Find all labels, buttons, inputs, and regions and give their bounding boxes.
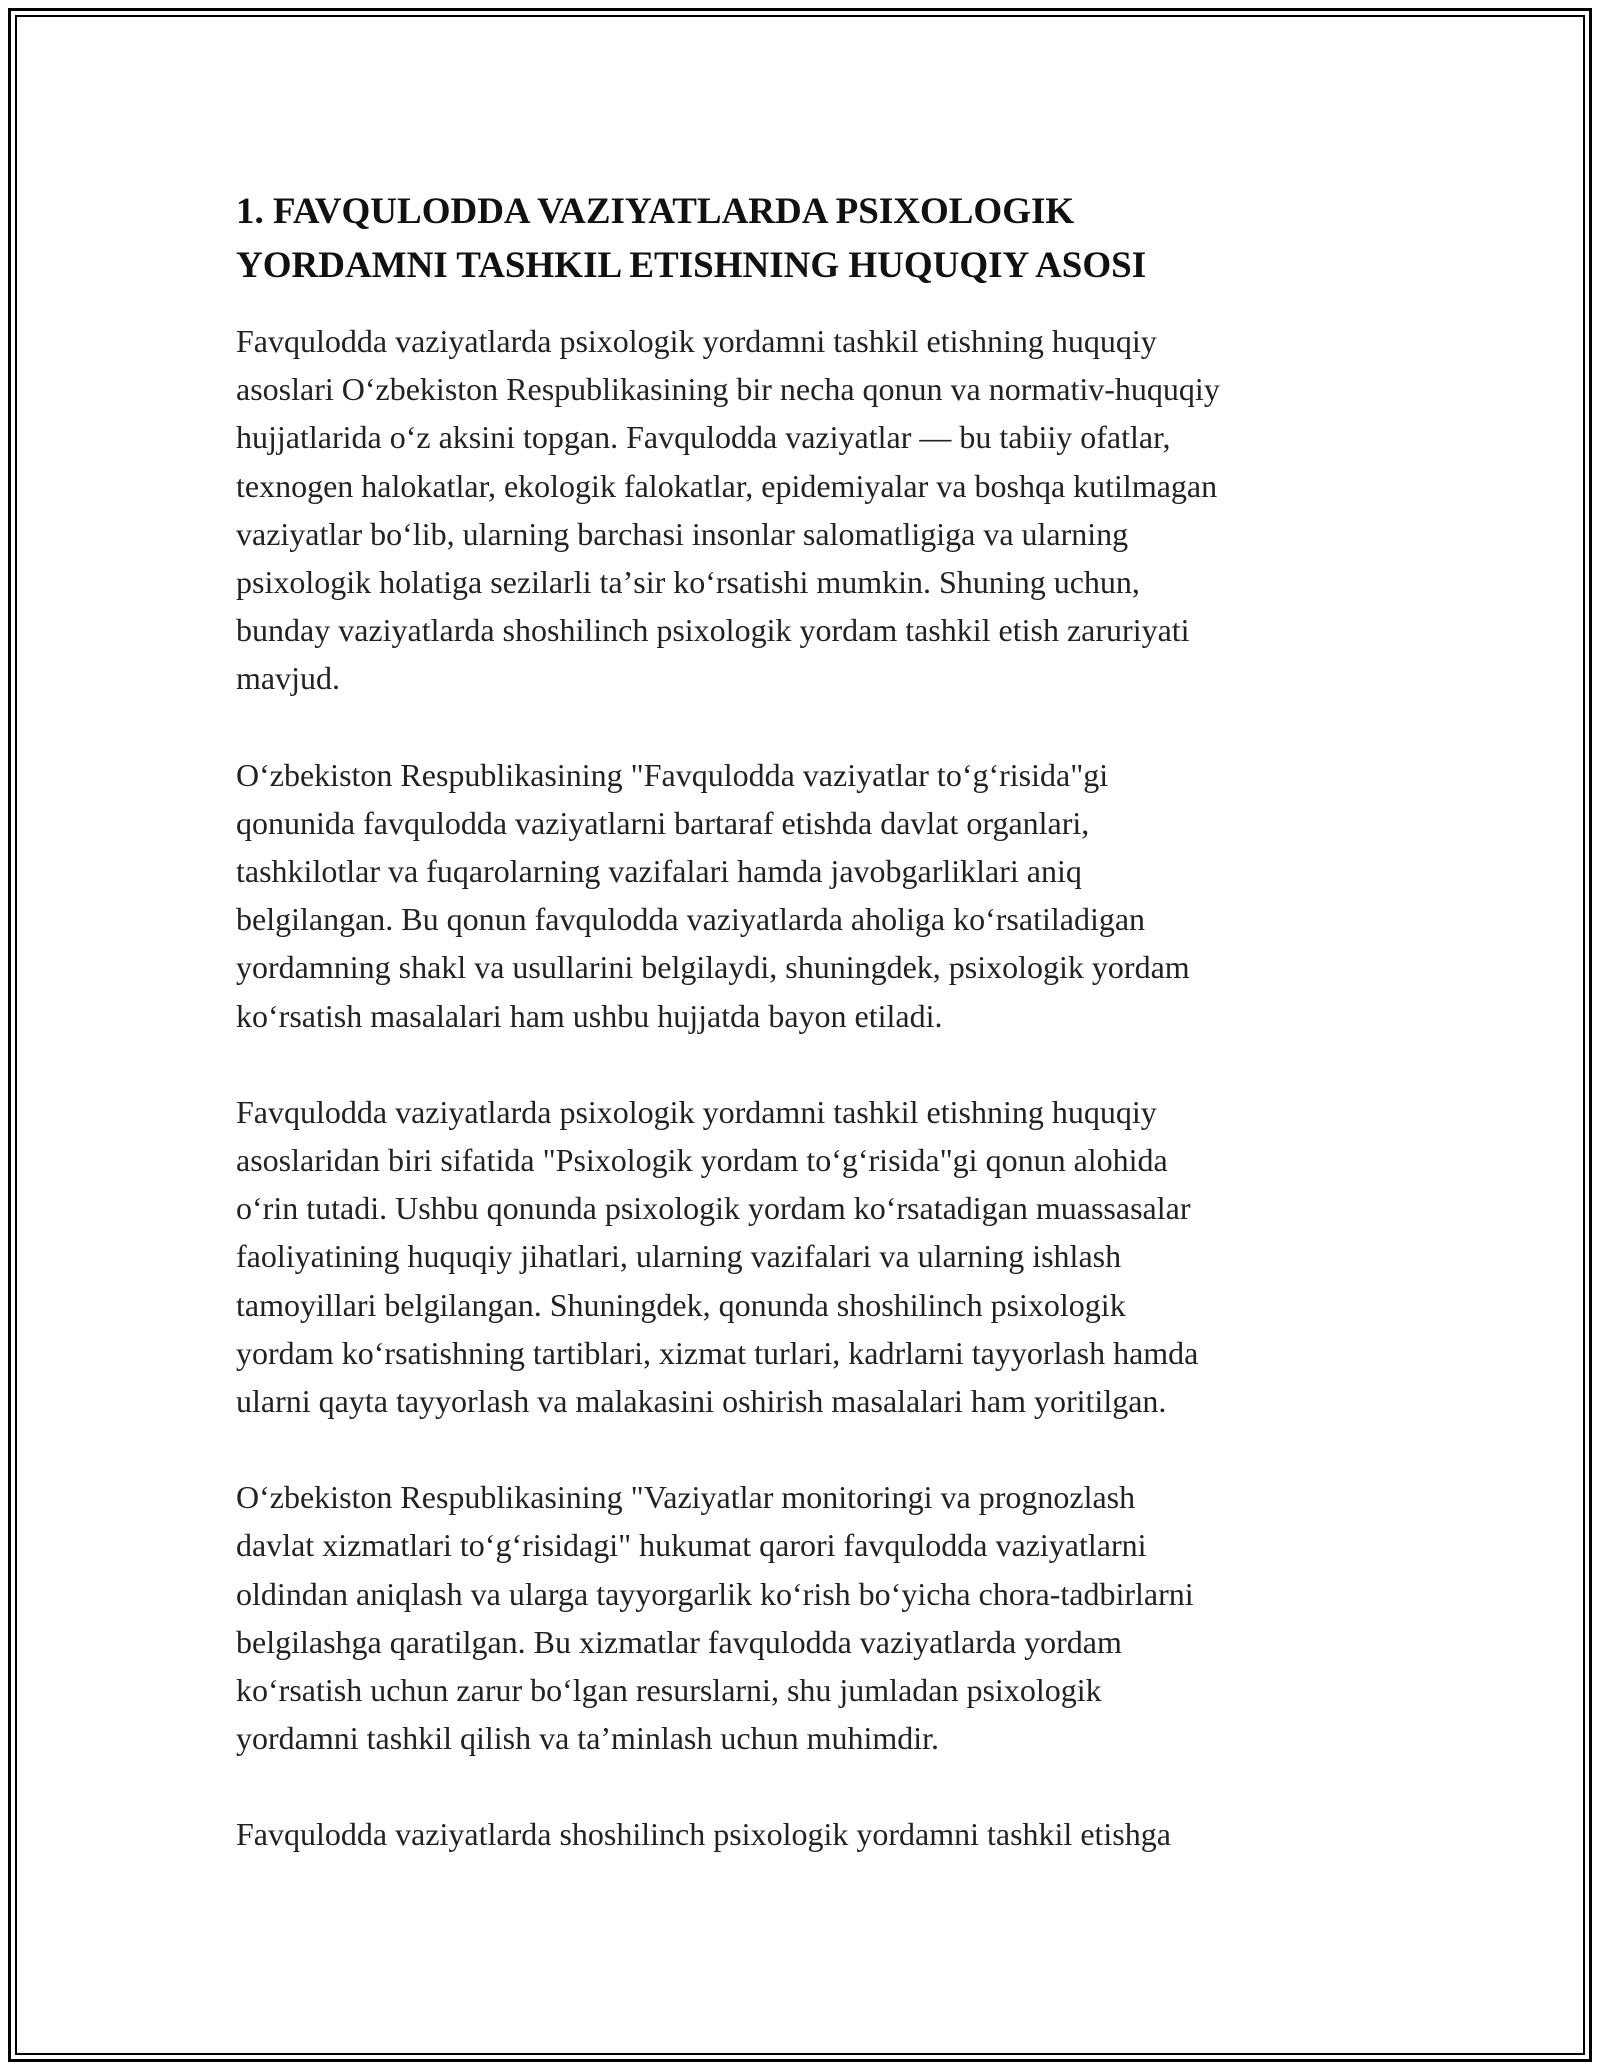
document-title: 1. FAVQULODDA VAZIYATLARDA PSIXOLOGIK YORDAMNI TASHKIL ETISHNING HUQUQIY ASOSI [236,191,1147,286]
paragraph-5: Favqulodda vaziyatlarda shoshilinch psixologik yordamni tashkil etishga [236,1816,1171,1853]
paragraph-1: Favqulodda vaziyatlarda psixologik yordamni tashkil etishning huquqiy asoslari Oʻzbekiston Respublikasining bir necha qonun va normativ-huquqiy hujjatlarida oʻz aksini topgan. Favqulodda vaziyatlar — bu tabiiy ofatlar, texnogen halokatlar, ekologik falokatlar, epidemiyalar va boshqa kutilmagan vaziyatlar boʻlib, ularning barchasi insonlar salomatligiga va ularning psixologik holatiga sezilarli taʼsir koʻrsatishi mumkin. Shuning uchun, bunday vaziyatlarda shoshilinch psixologik yordam tashkil etish zaruriyati mavjud. [236,323,1220,697]
document-body [236,185,1372,1907]
paragraph-4: Oʻzbekiston Respublikasining "Vaziyatlar monitoringi va prognozlash davlat xizmatlari toʻgʻrisidagi" hukumat qarori favqulodda vaziyatlarni oldindan aniqlash va ularga tayyorgarlik koʻrish boʻyicha chora-tadbirlarni belgilashga qaratilgan. Bu xizmatlar favqulodda vaziyatlarda yordam koʻrsatish uchun zarur boʻlgan resurslarni, shu jumladan psixologik yordamni tashkil qilish va taʼminlash uchun muhimdir. [236,1479,1194,1757]
paragraph-3: Favqulodda vaziyatlarda psixologik yordamni tashkil etishning huquqiy asoslaridan biri sifatida "Psixologik yordam toʻgʻrisida"gi qonun alohida oʻrin tutadi. Ushbu qonunda psixologik yordam koʻrsatadigan muassasalar faoliyatining huquqiy jihatlari, ularning vazifalari va ularning ishlash tamoyillari belgilangan. Shuningdek, qonunda shoshilinch psixologik yordam koʻrsatishning tartiblari, xizmat turlari, kadrlarni tayyorlash hamda ularni qayta tayyorlash va malakasini oshirish masalalari ham yoritilgan. [236,1093,1199,1420]
paragraph-2: Oʻzbekiston Respublikasining "Favqulodda vaziyatlar toʻgʻrisida"gi qonunida favqulodda vaziyatlarni bartaraf etishda davlat organlari, tashkilotlar va fuqarolarning vazifalari hamda javobgarliklari aniq belgilangan. Bu qonun favqulodda vaziyatlarda aholiga koʻrsatiladigan yordamning shakl va usullarini belgilaydi, shuningdek, psixologik yordam koʻrsatish masalalari ham ushbu hujjatda bayon etiladi. [236,756,1190,1034]
